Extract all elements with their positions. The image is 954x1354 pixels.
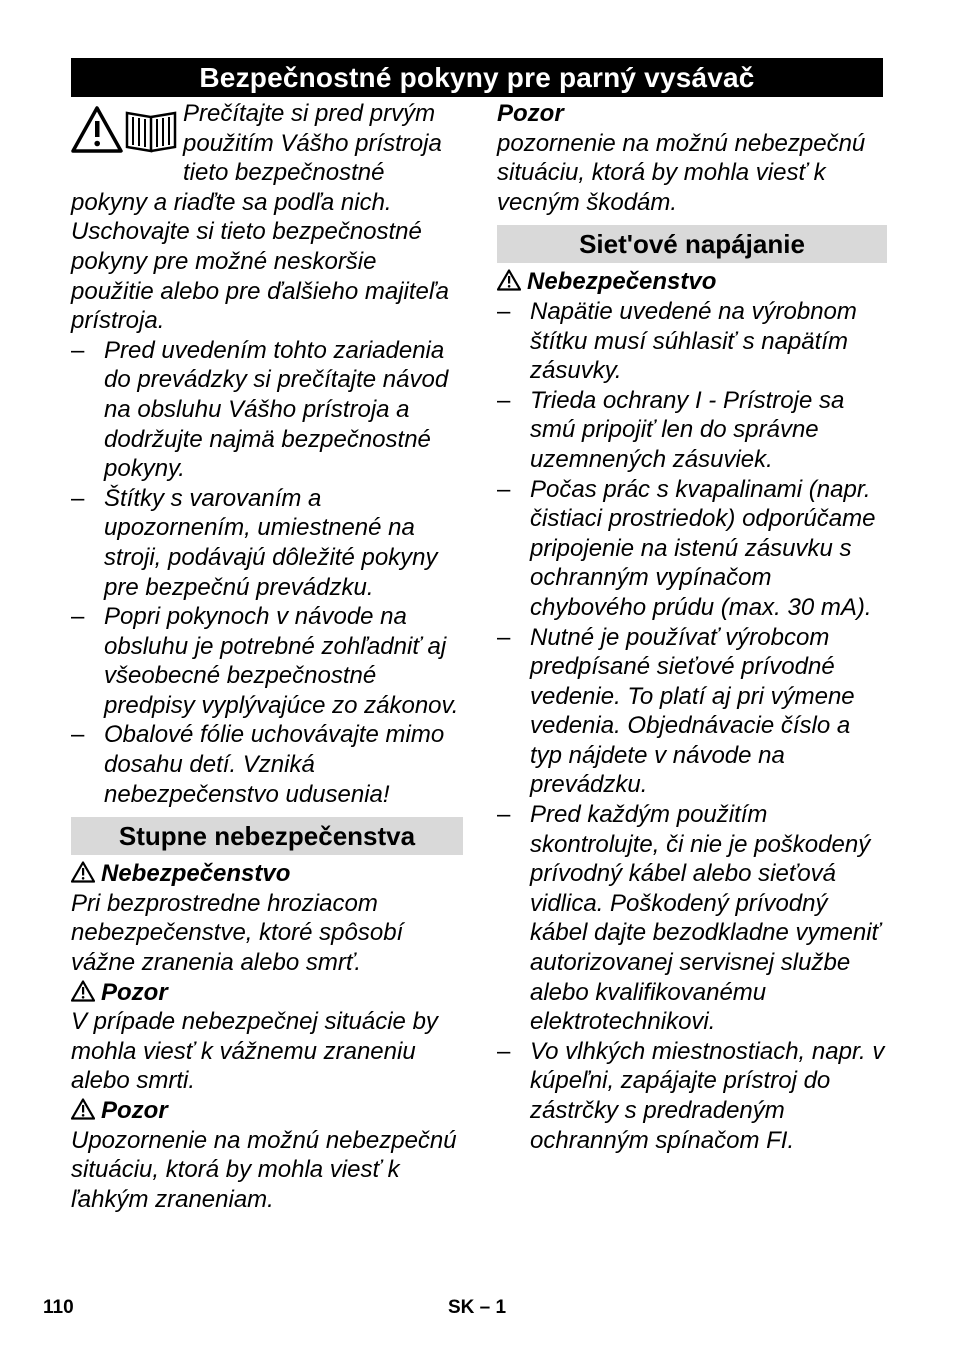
list-item-text: Napätie uvedené na výrobnom štítku musí súhlasiť s napätím zásuvky. bbox=[530, 297, 857, 385]
list-item-text: Pred každým použitím skontrolujte, či nie je poškodený prívodný kábel alebo sieťová vidlica. Poškodený prívodný kábel dajte bezodkladne vymeniť autorizovanej servisnej službe alebo kvalifikovanému elektrotechnikovi. bbox=[530, 801, 881, 1036]
list-dash: – bbox=[71, 721, 85, 749]
list-dash: – bbox=[497, 623, 511, 651]
page-title: Bezpečnostné pokyny pre parný vysávač bbox=[71, 58, 883, 97]
list-dash: – bbox=[497, 297, 511, 325]
left-column bbox=[71, 99, 463, 1214]
list-item bbox=[497, 386, 887, 475]
pozor-text: pozornenie na možnú nebezpečnú situáciu, ktorá by mohla viesť k vecným škodám. bbox=[497, 129, 866, 216]
list-dash: – bbox=[497, 386, 511, 414]
list-item bbox=[71, 602, 463, 720]
danger-level-label: Pozor bbox=[101, 1097, 168, 1124]
list-dash: – bbox=[497, 1037, 511, 1065]
danger-level-text: Upozornenie na možnú nebezpečnú situáciu, ktorá by mohla viesť k ľahkým zraneniam. bbox=[71, 1126, 457, 1213]
page-number: 110 bbox=[43, 1297, 74, 1318]
left-safety-list bbox=[71, 336, 463, 810]
warning-icon bbox=[71, 980, 95, 1002]
danger-level-3 bbox=[71, 1096, 463, 1214]
list-dash: – bbox=[71, 336, 85, 364]
list-item bbox=[71, 720, 463, 809]
section-heading-power-supply: Siet'ové napájanie bbox=[497, 225, 887, 263]
danger-level-text: V prípade nebezpečnej situácie by mohla viesť k vážnemu zraneniu alebo smrti. bbox=[71, 1008, 438, 1095]
warning-icon bbox=[71, 861, 95, 883]
list-dash: – bbox=[71, 484, 85, 512]
list-item-text: Pred uvedením tohto zariadenia do prevádzky si prečítajte návod na obsluhu Vášho prístroja a dodržujte najmä bezpečnostné pokyny. bbox=[104, 336, 449, 483]
intro-icons bbox=[71, 105, 183, 161]
list-item bbox=[497, 475, 887, 623]
list-item-text: Trieda ochrany I - Prístroje sa smú pripojiť len do správne uzemnených zásuviek. bbox=[530, 386, 845, 473]
list-item bbox=[497, 1037, 887, 1155]
list-item-text: Štítky s varovaním a upozornením, umiestnené na stroji, podávajú dôležité pokyny pre bezpečnú prevádzku. bbox=[104, 484, 438, 601]
list-item bbox=[497, 800, 887, 1037]
danger-label: Nebezpečenstvo bbox=[527, 268, 717, 296]
danger-level-2 bbox=[71, 978, 463, 1096]
list-dash: – bbox=[71, 603, 85, 631]
list-item bbox=[71, 484, 463, 602]
list-item bbox=[497, 297, 887, 386]
warning-icon bbox=[71, 1098, 95, 1120]
danger-level-1 bbox=[71, 859, 463, 977]
list-item-text: Nutné je používať výrobcom predpísané sieťové prívodné vedenie. To platí aj pri výmene vedenia. Objednávacie číslo a typ nájdete v návode na prevádzku. bbox=[530, 623, 855, 799]
list-item-text: Počas prác s kvapalinami (napr. čistiaci prostriedok) odporúčame pripojenie na istenú zásuvku s ochranným vypínačom chybového prúdu (max. 30 mA). bbox=[530, 475, 876, 621]
pozor-label: Pozor bbox=[497, 100, 564, 127]
intro-paragraph: Prečítajte si pred prvým použitím Vášho prístroja tieto bezpečnostné pokyny a riaďte sa podľa nich. Uschovajte si tieto bezpečnostné pokyny pre možné neskoršie použitie alebo pre ďalšieho majiteľa prístroja. bbox=[71, 100, 449, 335]
list-item-text: Popri pokynoch v návode na obsluhu je potrebné zohľadniť aj všeobecné bezpečnostné predpisy vyplývajúce zo zákonov. bbox=[104, 603, 459, 719]
warning-manual-icon bbox=[71, 105, 179, 155]
danger-level-label: Nebezpečenstvo bbox=[101, 860, 291, 888]
right-column bbox=[497, 99, 887, 1155]
list-dash: – bbox=[497, 801, 511, 829]
power-supply-list bbox=[497, 297, 887, 1155]
section-heading-danger-levels: Stupne nebezpečenstva bbox=[71, 817, 463, 855]
list-item bbox=[71, 336, 463, 484]
list-item bbox=[497, 623, 887, 801]
danger-level-text: Pri bezprostredne hroziacom nebezpečenstve, ktoré spôsobí vážne zranenia alebo smrť. bbox=[71, 889, 404, 977]
list-item-text: Obalové fólie uchovávajte mimo dosahu detí. Vzniká nebezpečenstvo udusenia! bbox=[104, 721, 445, 808]
danger-level-label: Pozor bbox=[101, 978, 168, 1006]
page-code: SK – 1 bbox=[448, 1297, 507, 1318]
warning-icon bbox=[497, 269, 521, 291]
list-dash: – bbox=[497, 475, 511, 503]
list-item-text: Vo vlhkých miestnostiach, napr. v kúpeľni, zapájajte prístroj do zástrčky s predradeným ochranným spínačom FI. bbox=[530, 1037, 885, 1154]
